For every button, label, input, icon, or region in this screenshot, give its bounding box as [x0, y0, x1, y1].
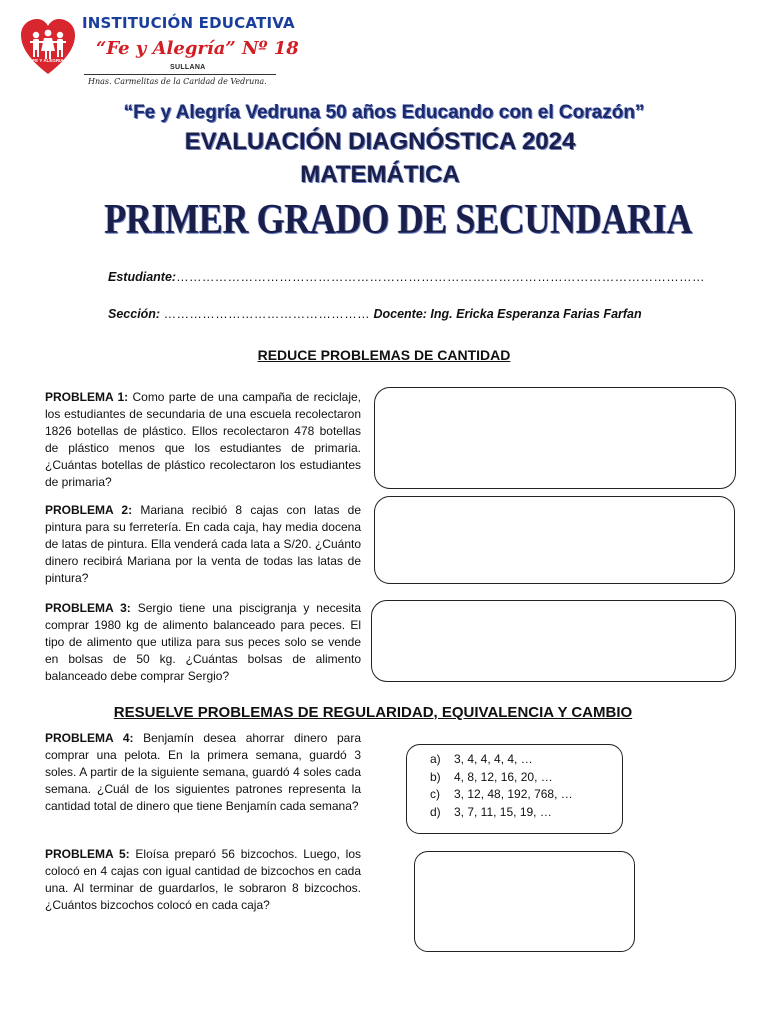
institution-label: INSTITUCIÓN EDUCATIVA	[82, 14, 295, 32]
subject-title: MATEMÁTICA	[300, 161, 460, 188]
problem-4	[45, 730, 361, 815]
problem-label: PROBLEMA 5:	[45, 847, 130, 861]
evaluation-title: EVALUACIÓN DIAGNÓSTICA 2024	[184, 128, 576, 155]
student-field	[108, 270, 705, 284]
option-key: a)	[430, 752, 441, 766]
option-key: d)	[430, 804, 441, 819]
problem-label: PROBLEMA 4:	[45, 731, 134, 745]
section-heading-regularity: RESUELVE PROBLEMAS DE REGULARIDAD, EQUIVALENCIA Y CAMBIO	[113, 704, 633, 721]
logo-caption: FE Y ALEGRIA	[32, 58, 64, 63]
answer-box-5[interactable]	[414, 851, 635, 952]
option-text: 3, 7, 11, 15, 19, …	[454, 804, 552, 819]
problem-text: Sergio tiene una piscigranja y necesita comprar 1980 kg de alimento balanceado para peces. El tipo de alimento que utiliza para sus peces solo se vende en bolsas de 50 kg. ¿Cuántas bolsas de alimento balanceado debe comprar Sergio?	[45, 601, 361, 683]
option-key: c)	[430, 787, 440, 801]
student-label: Estudiante:	[108, 270, 177, 284]
anniversary-motto: “Fe y Alegría Vedruna 50 años Educando con el Corazón”	[123, 102, 645, 123]
section-field	[108, 307, 642, 321]
problem-2	[45, 502, 361, 587]
problem-1	[45, 389, 361, 491]
grade-title: PRIMER GRADO DE SECUNDARIA	[104, 197, 692, 243]
option-a[interactable]	[430, 751, 573, 769]
problem-5	[45, 846, 361, 914]
section-blank: …………………………………………	[163, 307, 370, 321]
problem-3	[45, 600, 361, 685]
option-text: 3, 4, 4, 4, 4, …	[454, 752, 533, 766]
option-text: 4, 8, 12, 16, 20, …	[454, 769, 553, 784]
school-name: “Fe y Alegría” Nº 18	[96, 38, 299, 59]
problem-label: PROBLEMA 3:	[45, 601, 131, 615]
option-text: 3, 12, 48, 192, 768, …	[454, 787, 573, 801]
problem-text: Eloísa preparó 56 bizcochos. Luego, los colocó en 4 cajas con igual cantidad de bizcochos en cada una. Al terminar de guardarlos, le sobraron 8 bizcochos. ¿Cuántos bizcochos colocó en cada caja?	[45, 847, 361, 912]
option-d[interactable]	[430, 804, 573, 822]
answer-box-2[interactable]	[374, 496, 735, 584]
problem-text: Como parte de una campaña de reciclaje, los estudiantes de secundaria de una escuela recolectaron 1826 botellas de plástico. Ellos recolectaron 478 botellas de plástico menos que los estudiantes de primaria. ¿Cuántas botellas de plástico recolectaron los estudiantes de primaria?	[45, 390, 361, 489]
section-heading-quantity: REDUCE PROBLEMAS DE CANTIDAD	[257, 347, 511, 363]
answer-box-3[interactable]	[371, 600, 736, 682]
congregation-label: Hnas. Carmelitas de la Caridad de Vedruna.	[88, 77, 267, 86]
section-label: Sección:	[108, 307, 161, 321]
school-logo	[20, 18, 76, 76]
city-label: SULLANA	[170, 64, 206, 71]
problem-text: Benjamín desea ahorrar dinero para comprar una pelota. En la primera semana, guardó 3 soles. A partir de la siguiente semana, guardó 4 soles cada semana. ¿Cuál de los siguientes patrones representa la cantidad total de dinero que tiene Benjamín cada semana?	[45, 731, 361, 813]
student-blank: ……………………………………………………………………………………………………………	[176, 270, 705, 284]
problem-text: Mariana recibió 8 cajas con latas de pintura para su ferretería. En cada caja, hay media docena de latas de pintura. Ella venderá cada lata a S/20. ¿Cuánto dinero recibirá Mariana por la venta de todas las latas de pintura?	[45, 503, 361, 585]
answer-options	[430, 751, 573, 821]
header-divider	[84, 74, 276, 75]
problem-label: PROBLEMA 1:	[45, 390, 129, 404]
teacher-label: Docente: Ing. Ericka Esperanza Farias Farfan	[373, 307, 642, 321]
option-key: b)	[430, 769, 441, 784]
problem-label: PROBLEMA 2:	[45, 503, 133, 517]
answer-box-1[interactable]	[374, 387, 736, 489]
option-c[interactable]	[430, 786, 573, 804]
option-b[interactable]	[430, 769, 573, 787]
